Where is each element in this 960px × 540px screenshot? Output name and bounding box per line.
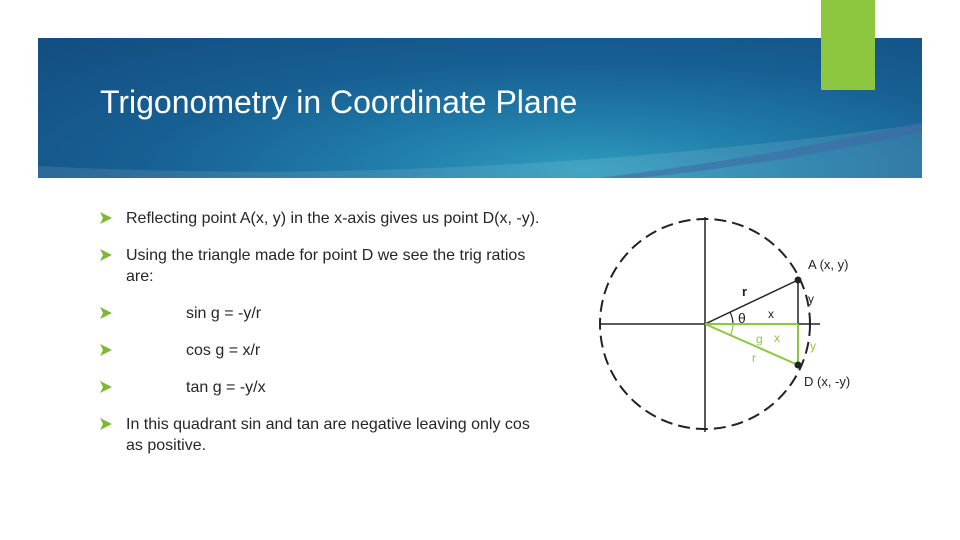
g-arc (730, 324, 733, 336)
point-a (795, 277, 802, 284)
upper-y-label: y (808, 292, 814, 306)
unit-circle-diagram (590, 200, 880, 525)
bullet-list (100, 208, 540, 456)
bullet-item: sin g = -y/r (100, 303, 540, 324)
bullet-item: tan g = -y/x (100, 377, 540, 398)
lower-x-label: x (774, 331, 780, 345)
slide-title: Trigonometry in Coordinate Plane (100, 84, 578, 120)
upper-x-label: x (768, 307, 774, 321)
theta-arc (730, 312, 733, 324)
bullet-item: Reflecting point A(x, y) in the x-axis gives us point D(x, -y). (100, 208, 540, 229)
bullet-marker-icon (100, 249, 112, 261)
bullet-item: In this quadrant sin and tan are negative leaving only cos as positive. (100, 414, 540, 456)
bullet-marker-icon (100, 418, 112, 430)
radius-to-a (705, 280, 798, 324)
bullet-marker-icon (100, 307, 112, 319)
accent-bar (821, 0, 875, 90)
point-d-label: D (x, -y) (804, 374, 851, 389)
bullet-marker-icon (100, 344, 112, 356)
point-a-label: A (x, y) (808, 257, 849, 272)
upper-r-label: r (742, 284, 748, 299)
bullet-item: cos g = x/r (100, 340, 540, 361)
lower-g-label: g (756, 332, 763, 346)
bullet-marker-icon (100, 212, 112, 224)
lower-r-label: r (752, 351, 756, 365)
theta-label: θ (738, 310, 746, 326)
bullet-marker-icon (100, 381, 112, 393)
point-d (795, 362, 802, 369)
bullet-item: Using the triangle made for point D we see the trig ratios are: (100, 245, 540, 287)
lower-y-label: y (810, 339, 816, 353)
